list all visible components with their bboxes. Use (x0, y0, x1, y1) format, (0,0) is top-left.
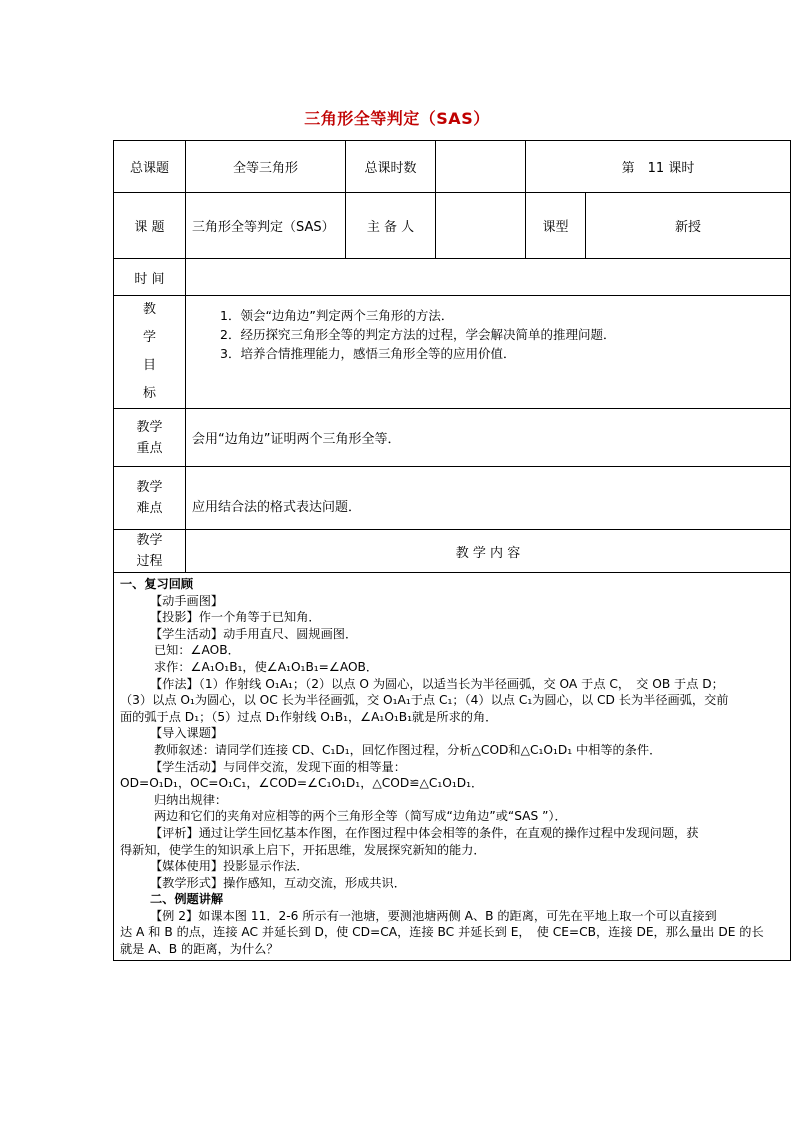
example-line: 如课本图 11．2-6 所示有一池塘，要测池塘两侧 A、B 的距离，可先在平地上取一个可以直接到 (198, 908, 717, 923)
row-difficulty (114, 467, 791, 530)
label-line: 过程 (136, 554, 163, 569)
method-line: 面的弧于点 D₁；（5）过点 D₁作射线 O₁B₁，∠A₁O₁B₁就是所求的角． (120, 709, 498, 724)
section-heading: 一、复习回顾 (120, 577, 194, 591)
comment-tag: 【评析】 (150, 825, 199, 840)
comment-line: 通过让学生回忆基本作图，在作图过程中体会相等的条件，在直观的操作过程中发现问题，获 (198, 825, 699, 840)
equalities: OD=O₁D₁，OC=O₁C₁，∠COD=∠C₁O₁D₁，△COD≌△C₁O₁D₁． (120, 776, 484, 791)
section-heading: 二、例题讲解 (150, 892, 224, 907)
label-line: 教学 (136, 419, 163, 435)
given: 已知：∠AOB． (154, 643, 240, 658)
form-tag: 【教学形式】 (150, 875, 224, 890)
difficulty-text: 应用结合法的格式表达问题． (186, 467, 791, 530)
teacher-narration: 教师叙述：请同学们连接 CD、C₁D₁，回忆作图过程，分析△COD和△C₁O₁D₁ 中相等的条件． (154, 742, 662, 757)
hands-on-tag: 【动手画图】 (150, 593, 224, 608)
student-activity-text: 动手用直尺、圆规画图． (223, 626, 358, 641)
example-line: 达 A 和 B 的点，连接 AC 并延长到 D，使 CD=CA，连接 BC 并延长到 E， 使 CE=CB，连接 DE，那么量出 DE 的长 (120, 925, 764, 940)
label-time: 时 间 (114, 259, 186, 296)
comment-line: 得新知，使学生的知识承上启下，开拓思维，发展探究新知的能力． (120, 842, 486, 857)
rule: 两边和它们的夹角对应相等的两个三角形全等（简写成“边角边”或“SAS ”）． (154, 809, 567, 824)
label-lesson: 课 题 (114, 193, 186, 259)
student-activity-text: 与同伴交流，发现下面的相等量： (223, 759, 406, 774)
to-construct: 求作：∠A₁O₁B₁，使∠A₁O₁B₁=∠AOB． (154, 659, 379, 674)
teaching-goals-list (186, 296, 791, 409)
time-value (186, 259, 791, 296)
label-difficulty (114, 467, 186, 530)
student-activity-tag: 【学生活动】 (150, 759, 224, 774)
general-topic-value: 全等三角形 (186, 141, 346, 193)
row-teaching-content (114, 573, 791, 961)
label-line: 重点 (136, 440, 163, 456)
method-tag: 【作法】 (150, 676, 199, 691)
label-preparer: 主 备 人 (346, 193, 436, 259)
goal-item: 2．经历探究三角形全等的判定方法的过程，学会解决简单的推理问题． (220, 327, 616, 342)
media-tag: 【媒体使用】 (150, 859, 224, 874)
media-text: 投影显示作法． (223, 859, 309, 874)
goal-item: 1．领会“边角边”判定两个三角形的方法． (220, 308, 454, 323)
projection-tag: 【投影】 (150, 610, 199, 625)
goal-item: 3．培养合情推理能力，感悟三角形全等的应用价值． (220, 346, 516, 361)
label-char: 目 (142, 358, 156, 373)
label-general-topic: 总课题 (114, 141, 186, 193)
label-teaching-goals (114, 296, 186, 409)
lesson-value: 三角形全等判定（SAS） (186, 193, 346, 259)
row-key-point (114, 409, 791, 467)
row-lesson (114, 193, 791, 259)
row-time (114, 259, 791, 296)
label-char: 标 (142, 386, 156, 401)
key-point-text: 会用“边角边”证明两个三角形全等． (186, 409, 791, 467)
lesson-plan-table (113, 140, 791, 961)
row-teaching-goals (114, 296, 791, 409)
label-total-hours: 总课时数 (346, 141, 436, 193)
method-line: （1）作射线 O₁A₁；（2）以点 O 为圆心，以适当长为半径画弧，交 OA 于点 C， 交 OB 于点 D； (198, 676, 724, 691)
method-line: （3）以点 O₁为圆心，以 OC 长为半径画弧，交 O₁A₁于点 C₁；（4）以点 C₁为圆心，以 CD 长为半径画弧，交前 (120, 693, 729, 708)
label-teaching-process (114, 530, 186, 573)
page-title: 三角形全等判定（SAS） (304, 109, 490, 128)
label-char: 教 (142, 302, 156, 317)
label-key-point (114, 409, 186, 467)
lesson-type-value: 新授 (586, 193, 791, 259)
label-char: 学 (142, 330, 156, 345)
teaching-content (114, 573, 791, 961)
student-activity-tag: 【学生活动】 (150, 626, 224, 641)
label-line: 教学 (136, 533, 163, 548)
induce-rule: 归纳出规律： (154, 792, 228, 807)
label-line: 难点 (136, 501, 163, 516)
projection-text: 作一个角等于已知角． (198, 610, 321, 625)
label-lesson-type: 课型 (526, 193, 586, 259)
total-hours-value (436, 141, 526, 193)
row-general-topic (114, 141, 791, 193)
row-teaching-process (114, 530, 791, 573)
preparer-value (436, 193, 526, 259)
example-line: 就是 A、B 的距离，为什么？ (120, 942, 279, 957)
lesson-number: 第 11 课时 (526, 141, 791, 193)
teaching-content-header: 教 学 内 容 (186, 530, 791, 573)
intro-tag: 【导入课题】 (150, 726, 224, 741)
example-tag: 【例 2】 (150, 908, 199, 923)
label-line: 教学 (136, 480, 163, 495)
form-text: 操作感知，互动交流，形成共识． (223, 875, 406, 890)
